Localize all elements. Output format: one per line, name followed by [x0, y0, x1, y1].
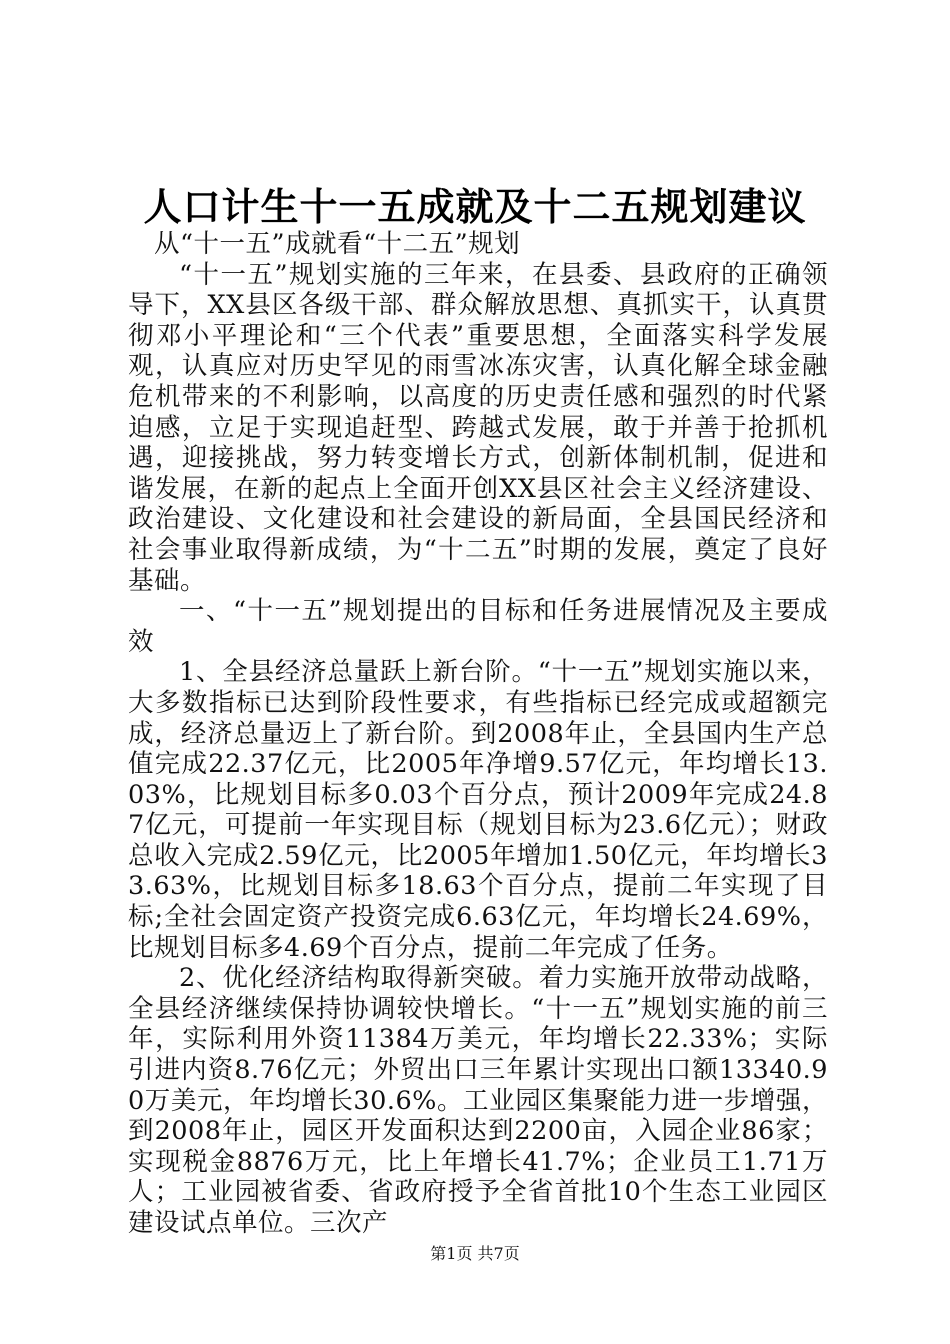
document-body	[128, 229, 828, 1239]
subtitle-paragraph: 从“十一五”成就看“十二五”规划	[154, 229, 521, 259]
page-footer: 第1页 共7页	[430, 1244, 520, 1263]
body-paragraph-1: 1、全县经济总量跃上新台阶。“十一五”规划实施以来，大多数指标已达到阶段性要求，有些指标已经完成或超额完成，经济总量迈上了新台阶。到2008年止，全县国内生产总值完成22.37亿元，比2005年净增9.57亿元，年均增长13.03%，比规划目标多0.03个百分点，预计2009年完成24.87亿元，可提前一年实现目标（规划目标为23.6亿元）；财政总收入完成2.59亿元，比2005年增加1.50亿元，年均增长33.63%，比规划目标多18.63个百分点，提前二年实现了目标;全社会固定资产投资完成6.63亿元，年均增长24.69%，比规划目标多4.69个百分点，提前二年完成了任务。	[128, 657, 828, 963]
document-title: 人口计生十一五成就及十二五规划建议	[143, 184, 807, 229]
body-paragraph-2: 2、优化经济结构取得新突破。着力实施开放带动战略，全县经济继续保持协调较快增长。“十一五”规划实施的前三年，实际利用外资11384万美元，年均增长22.33%；实际引进内资8.76亿元；外贸出口三年累计实现出口额13340.90万美元，年均增长30.6%。工业园区集聚能力进一步增强，到2008年止，园区开发面积达到2200亩，入园企业86家；实现税金8876万元，比上年增长41.7%；企业员工1.71万人；工业园被省委、省政府授予全省首批10个生态工业园区建设试点单位。三次产	[128, 963, 828, 1238]
section-heading: 一、“十一五”规划提出的目标和任务进展情况及主要成效	[128, 596, 828, 657]
intro-paragraph: “十一五”规划实施的三年来，在县委、县政府的正确领导下，XX县区各级干部、群众解放思想、真抓实干，认真贯彻邓小平理论和“三个代表”重要思想，全面落实科学发展观，认真应对历史罕见的雨雪冰冻灾害，认真化解全球金融危机带来的不利影响，以高度的历史责任感和强烈的时代紧迫感，立足于实现追赶型、跨越式发展，敢于并善于抢抓机遇，迎接挑战，努力转变增长方式，创新体制机制，促进和谐发展，在新的起点上全面开创XX县区社会主义经济建设、政治建设、文化建设和社会建设的新局面，全县国民经济和社会事业取得新成绩，为“十二五”时期的发展，奠定了良好基础。	[128, 259, 828, 596]
